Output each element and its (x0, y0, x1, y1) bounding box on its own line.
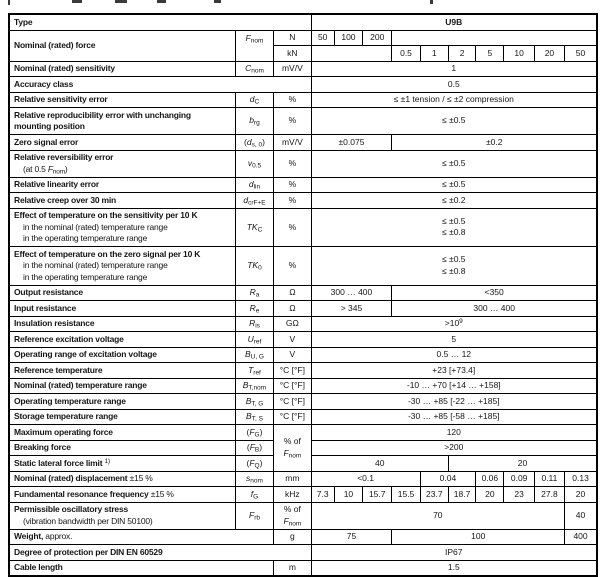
cable-length-val: 1.5 (311, 560, 597, 576)
insulation-resistance-unit: GΩ (274, 316, 311, 332)
row-input-resistance (9, 301, 597, 317)
resonance-frequency-val: 10 (334, 487, 362, 503)
input-resistance-symbol: $R_e$ (235, 301, 273, 317)
resonance-frequency-val: 20 (476, 487, 504, 503)
nominal-displacement-val: 0.13 (565, 471, 597, 487)
spec-table (8, 13, 598, 577)
row-reference-temperature (9, 363, 597, 379)
nominal-force-kn-unit: kN (274, 46, 311, 62)
accuracy-class-label: Accuracy class (9, 77, 311, 93)
cropped-caption-fragment (214, 0, 221, 3)
input-resistance-val: > 345 (311, 301, 392, 317)
max-operating-force-label: Maximum operating force (9, 425, 235, 441)
rel-reproducibility-error-label: Relative reproducibility error with unchanging mounting position (9, 108, 235, 135)
storage-temp-range-val: -30 … +85 [-58 … +185] (311, 409, 597, 425)
tk-sensitivity-label: Effect of temperature on the sensitivity per 10 K in the nominal (rated) temperature range in the operating temperature range (9, 208, 235, 247)
weight-val: 100 (392, 529, 565, 545)
excitation-voltage-range-label: Operating range of excitation voltage (9, 347, 235, 363)
ref-excitation-voltage-val: 5 (311, 332, 597, 348)
row-ref-excitation-voltage (9, 332, 597, 348)
row-insulation-resistance (9, 316, 597, 332)
operating-temp-range-symbol: $B_{T, G}$ (235, 394, 273, 410)
output-resistance-val: 300 … 400 (311, 285, 392, 301)
row-tk-zero-signal (9, 247, 597, 286)
nominal-displacement-val: <0.1 (311, 471, 420, 487)
resonance-frequency-val: 18.7 (448, 487, 475, 503)
weight-unit: g (274, 529, 311, 545)
row-max-operating-force (9, 425, 597, 441)
breaking-force-val: >200 (311, 440, 597, 456)
oscillatory-stress-val: 40 (565, 502, 597, 529)
nominal-force-kn-val: 1 (420, 46, 448, 62)
type-val: U9B (311, 14, 597, 30)
weight-val: 400 (565, 529, 597, 545)
output-resistance-val: <350 (392, 285, 597, 301)
nominal-force-kn-val: 10 (504, 46, 534, 62)
resonance-frequency-symbol: $f_G$ (235, 487, 273, 503)
rel-reversibility-error-val: ≤ ±0.5 (311, 150, 597, 177)
row-nominal-sensitivity (9, 61, 597, 77)
cropped-caption (0, 0, 605, 6)
tk-zero-signal-unit: % (274, 247, 311, 286)
spec-table-body (9, 14, 597, 576)
oscillatory-stress-val: 70 (311, 502, 565, 529)
nominal-temp-range-val: -10 … +70 [+14 … +158] (311, 378, 597, 394)
nominal-force-kn-val: 2 (448, 46, 475, 62)
row-cable-length (9, 560, 597, 576)
breaking-force-label: Breaking force (9, 440, 235, 456)
row-nominal-force-n (9, 30, 597, 46)
cropped-caption-fragment (115, 0, 127, 3)
cable-length-unit: m (274, 560, 311, 576)
nominal-displacement-val: 0.06 (476, 471, 504, 487)
rel-sensitivity-error-unit: % (274, 92, 311, 108)
rel-creep-symbol: $d_{crF+E}$ (235, 193, 273, 209)
max-operating-force-symbol: $(F_G)$ (235, 425, 273, 441)
rel-sensitivity-error-label: Relative sensitivity error (9, 92, 235, 108)
insulation-resistance-label: Insulation resistance (9, 316, 235, 332)
cropped-caption-fragment (8, 0, 10, 5)
row-rel-linearity-error (9, 177, 597, 193)
resonance-frequency-val: 15.5 (392, 487, 420, 503)
excitation-voltage-range-symbol: $B_{U, G}$ (235, 347, 273, 363)
resonance-frequency-unit: kHz (274, 487, 311, 503)
protection-class-val: IP67 (311, 545, 597, 561)
nominal-force-n-symbol: $F_{nom}$ (235, 30, 273, 61)
row-accuracy-class (9, 77, 597, 93)
tk-sensitivity-symbol: $TK_C$ (235, 208, 273, 247)
row-rel-sensitivity-error (9, 92, 597, 108)
rel-reversibility-error-unit: % (274, 150, 311, 177)
reference-temperature-val: +23 [+73.4] (311, 363, 597, 379)
input-resistance-label: Input resistance (9, 301, 235, 317)
rel-sensitivity-error-val: ≤ ±1 tension / ≤ ±2 compression (311, 92, 597, 108)
rel-sensitivity-error-symbol: $d_C$ (235, 92, 273, 108)
cable-length-label: Cable length (9, 560, 274, 576)
cropped-caption-fragment (430, 0, 433, 4)
storage-temp-range-unit: °C [°F] (274, 409, 311, 425)
rel-linearity-error-label: Relative linearity error (9, 177, 235, 193)
rel-linearity-error-unit: % (274, 177, 311, 193)
nominal-displacement-unit: mm (274, 471, 311, 487)
nominal-sensitivity-label: Nominal (rated) sensitivity (9, 61, 235, 77)
input-resistance-unit: Ω (274, 301, 311, 317)
nominal-temp-range-label: Nominal (rated) temperature range (9, 378, 235, 394)
storage-temp-range-symbol: $B_{T, S}$ (235, 409, 273, 425)
nominal-force-n-val: 100 (334, 30, 362, 46)
row-nominal-temp-range (9, 378, 597, 394)
static-lateral-force-limit-label: Static lateral force limit $^{1)}$ (9, 456, 235, 472)
nominal-sensitivity-unit: mV/V (274, 61, 311, 77)
row-excitation-voltage-range (9, 347, 597, 363)
operating-temp-range-label: Operating temperature range (9, 394, 235, 410)
spec-sheet (8, 13, 598, 577)
resonance-frequency-label: Fundamental resonance frequency ±15 % (9, 487, 235, 503)
row-type (9, 14, 597, 30)
operating-temp-range-val: -30 … +85 [-22 … +185] (311, 394, 597, 410)
zero-signal-error-val: ±0.2 (392, 135, 597, 151)
row-weight (9, 529, 597, 545)
static-lateral-force-limit-symbol: $(F_Q)$ (235, 456, 273, 472)
resonance-frequency-val: 23.7 (420, 487, 448, 503)
reference-temperature-unit: °C [°F] (274, 363, 311, 379)
rel-reproducibility-error-val: ≤ ±0.5 (311, 108, 597, 135)
nominal-force-n-val: 50 (311, 30, 334, 46)
rel-creep-val: ≤ ±0.2 (311, 193, 597, 209)
nominal-displacement-val: 0.09 (504, 471, 534, 487)
tk-sensitivity-unit: % (274, 208, 311, 247)
oscillatory-stress-label: Permissible oscillatory stress (vibration bandwidth per DIN 50100) (9, 502, 235, 529)
oscillatory-stress-symbol: $F_{rb}$ (235, 502, 273, 529)
ref-excitation-voltage-symbol: $U_{ref}$ (235, 332, 273, 348)
static-lateral-force-limit-val: 40 (311, 456, 448, 472)
static-lateral-force-limit-val: 20 (448, 456, 597, 472)
tk-sensitivity-val: ≤ ±0.5 ≤ ±0.8 (311, 208, 597, 247)
output-resistance-label: Output resistance (9, 285, 235, 301)
nominal-force-n-label: Nominal (rated) force (9, 30, 235, 61)
nominal-force-kn-val: 0.5 (392, 46, 420, 62)
nominal-sensitivity-symbol: $C_{nom}$ (235, 61, 273, 77)
breaking-force-symbol: $(F_B)$ (235, 440, 273, 456)
reference-temperature-label: Reference temperature (9, 363, 235, 379)
rel-linearity-error-val: ≤ ±0.5 (311, 177, 597, 193)
rel-reproducibility-error-unit: % (274, 108, 311, 135)
rel-creep-label: Relative creep over 30 min (9, 193, 235, 209)
row-operating-temp-range (9, 394, 597, 410)
row-oscillatory-stress (9, 502, 597, 529)
nominal-force-n-val (392, 30, 597, 46)
nominal-displacement-val: 0.11 (534, 471, 564, 487)
zero-signal-error-val: ±0.075 (311, 135, 392, 151)
cropped-caption-fragment (157, 0, 166, 3)
rel-reproducibility-error-symbol: $b_{rg}$ (235, 108, 273, 135)
resonance-frequency-val: 23 (504, 487, 534, 503)
rel-linearity-error-symbol: $d_{lin}$ (235, 177, 273, 193)
type-label: Type (9, 14, 311, 30)
row-rel-creep (9, 193, 597, 209)
weight-label: Weight, approx. (9, 529, 274, 545)
nominal-force-kn-val: 20 (534, 46, 564, 62)
tk-zero-signal-symbol: $TK_0$ (235, 247, 273, 286)
row-tk-sensitivity (9, 208, 597, 247)
insulation-resistance-symbol: $R_{is}$ (235, 316, 273, 332)
nominal-displacement-label: Nominal (rated) displacement ±15 % (9, 471, 235, 487)
output-resistance-unit: Ω (274, 285, 311, 301)
row-protection-class (9, 545, 597, 561)
reference-temperature-symbol: $T_{ref}$ (235, 363, 273, 379)
resonance-frequency-val: 20 (565, 487, 597, 503)
insulation-resistance-val: $>10^9$ (311, 316, 597, 332)
row-output-resistance (9, 285, 597, 301)
nominal-temp-range-symbol: $B_{T,nom}$ (235, 378, 273, 394)
zero-signal-error-label: Zero signal error (9, 135, 235, 151)
row-nominal-displacement (9, 471, 597, 487)
nominal-displacement-val: 0.04 (420, 471, 476, 487)
storage-temp-range-label: Storage temperature range (9, 409, 235, 425)
nominal-force-n-val: 200 (363, 30, 392, 46)
rel-reversibility-error-symbol: $v_{0.5}$ (235, 150, 273, 177)
tk-zero-signal-label: Effect of temperature on the zero signal per 10 K in the nominal (rated) temperature range in the operating temperature range (9, 247, 235, 286)
excitation-voltage-range-val: 0.5 … 12 (311, 347, 597, 363)
tk-zero-signal-val: ≤ ±0.5 ≤ ±0.8 (311, 247, 597, 286)
accuracy-class-val: 0.5 (311, 77, 597, 93)
max-operating-force-unit: % of $F_{nom}$ (274, 425, 311, 472)
resonance-frequency-val: 7.3 (311, 487, 334, 503)
nominal-force-kn-val: 5 (476, 46, 504, 62)
row-resonance-frequency (9, 487, 597, 503)
max-operating-force-val: 120 (311, 425, 597, 441)
weight-val: 75 (311, 529, 392, 545)
nominal-temp-range-unit: °C [°F] (274, 378, 311, 394)
nominal-displacement-symbol: $s_{nom}$ (235, 471, 273, 487)
ref-excitation-voltage-label: Reference excitation voltage (9, 332, 235, 348)
nominal-sensitivity-val: 1 (311, 61, 597, 77)
zero-signal-error-symbol: $(d_{s, 0})$ (235, 135, 273, 151)
row-zero-signal-error (9, 135, 597, 151)
cropped-caption-fragment (72, 0, 82, 3)
protection-class-label: Degree of protection per DIN EN 60529 (9, 545, 311, 561)
rel-creep-unit: % (274, 193, 311, 209)
output-resistance-symbol: $R_a$ (235, 285, 273, 301)
nominal-force-kn-val: 50 (565, 46, 597, 62)
excitation-voltage-range-unit: V (274, 347, 311, 363)
row-storage-temp-range (9, 409, 597, 425)
row-rel-reproducibility-error (9, 108, 597, 135)
ref-excitation-voltage-unit: V (274, 332, 311, 348)
resonance-frequency-val: 15.7 (363, 487, 392, 503)
nominal-force-kn-val (311, 46, 392, 62)
oscillatory-stress-unit: % of $F_{nom}$ (274, 502, 311, 529)
operating-temp-range-unit: °C [°F] (274, 394, 311, 410)
row-rel-reversibility-error (9, 150, 597, 177)
resonance-frequency-val: 27.8 (534, 487, 564, 503)
nominal-force-n-unit: N (274, 30, 311, 46)
input-resistance-val: 300 … 400 (392, 301, 597, 317)
zero-signal-error-unit: mV/V (274, 135, 311, 151)
rel-reversibility-error-label: Relative reversibility error (at 0.5 $F_{nom}$) (9, 150, 235, 177)
